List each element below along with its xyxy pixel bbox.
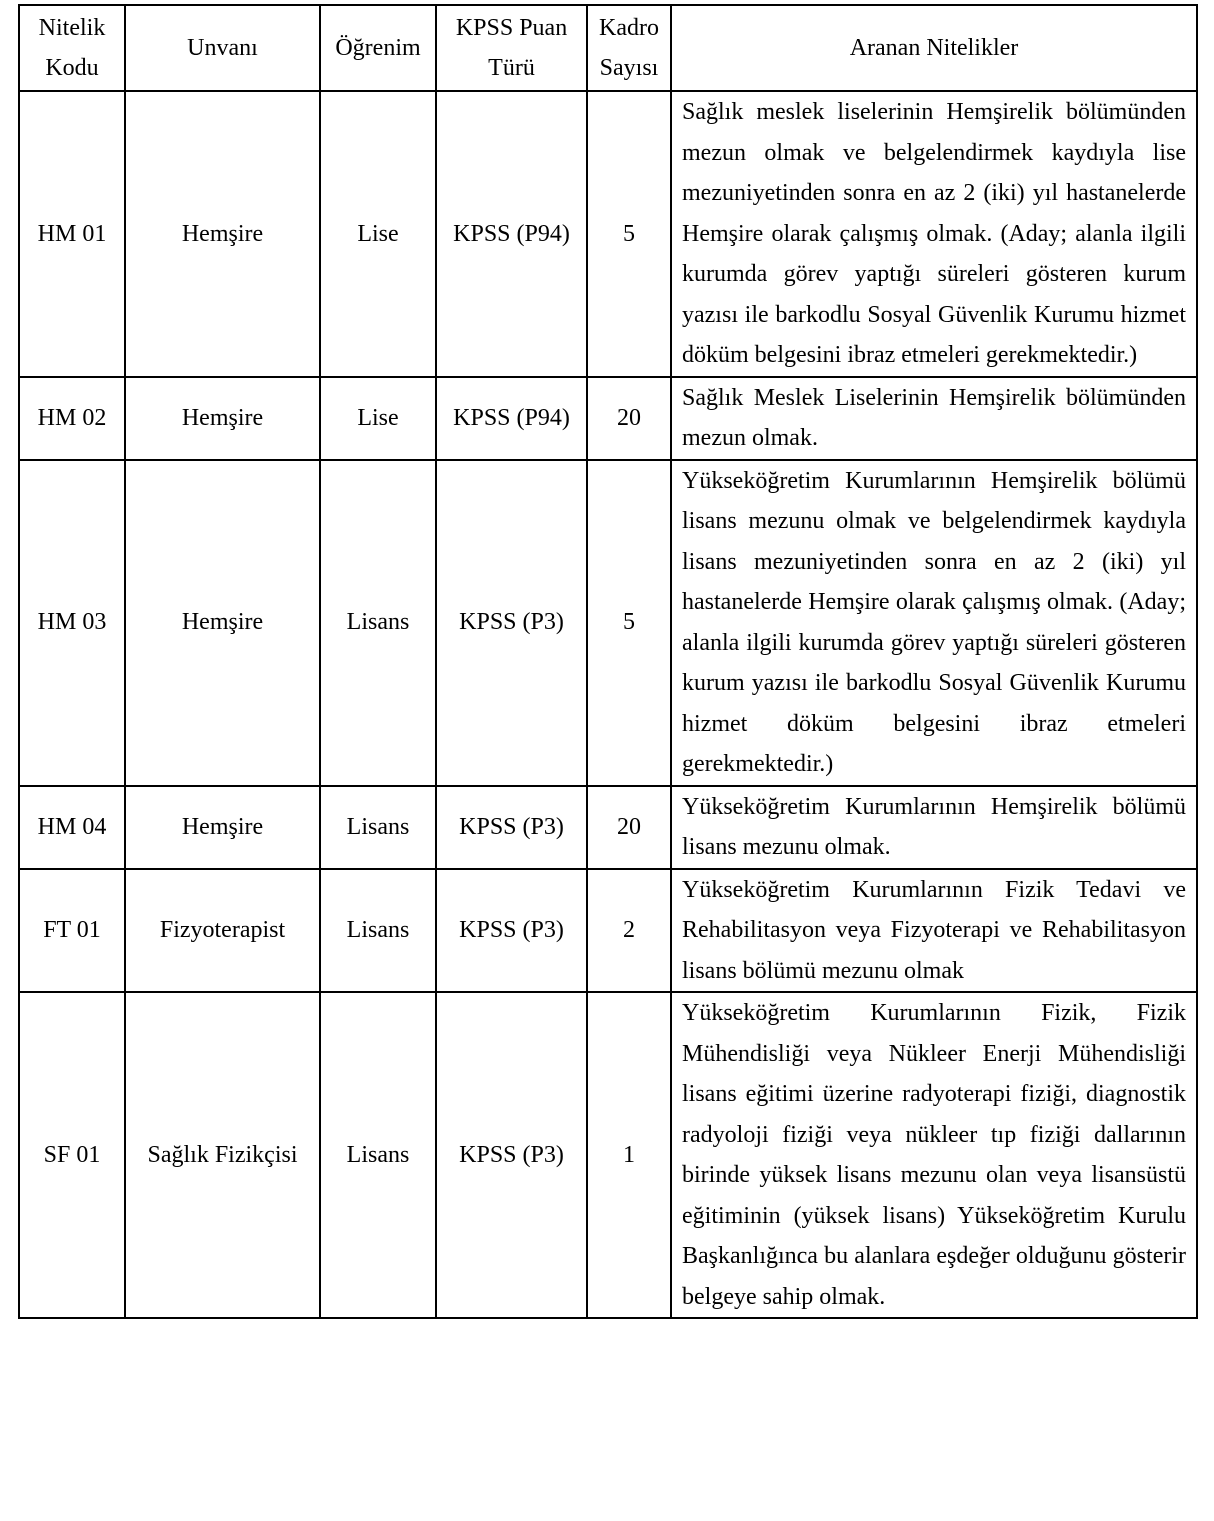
cell-title: Hemşire — [125, 91, 320, 377]
cell-title: Fizyoterapist — [125, 869, 320, 993]
table-row — [19, 869, 1197, 993]
cell-requirements: Yükseköğretim Kurumlarının Hemşirelik bölümü lisans mezunu olmak ve belgelendirmek kaydıyla lisans mezuniyetinden sonra en az 2 (iki) yıl hastanelerde Hemşire olarak çalışmış olmak. (Aday; alanla ilgili kurumda görev yaptığı süreleri gösteren kurum yazısı ile barkodlu Sosyal Güvenlik Kurumu hizmet döküm belgesini ibraz etmeleri gerekmektedir.) — [671, 460, 1197, 786]
cell-quota: 5 — [587, 91, 671, 377]
positions-table — [18, 4, 1198, 1319]
cell-requirements: Sağlık Meslek Liselerinin Hemşirelik bölümünden mezun olmak. — [671, 377, 1197, 460]
table-row — [19, 91, 1197, 377]
cell-requirements: Sağlık meslek liselerinin Hemşirelik bölümünden mezun olmak ve belgelendirmek kaydıyla lise mezuniyetinden sonra en az 2 (iki) yıl hastanelerde Hemşire olarak çalışmış olmak. (Aday; alanla ilgili kurumda görev yaptığı süreleri gösteren kurum yazısı ile barkodlu Sosyal Güvenlik Kurumu hizmet döküm belgesini ibraz etmeleri gerekmektedir.) — [671, 91, 1197, 377]
cell-education: Lise — [320, 377, 436, 460]
header-title: Unvanı — [125, 5, 320, 91]
header-code: Nitelik Kodu — [19, 5, 125, 91]
cell-score-type: KPSS (P94) — [436, 377, 587, 460]
cell-title: Sağlık Fizikçisi — [125, 992, 320, 1318]
header-education: Öğrenim — [320, 5, 436, 91]
header-score-type: KPSS Puan Türü — [436, 5, 587, 91]
cell-code: FT 01 — [19, 869, 125, 993]
cell-score-type: KPSS (P94) — [436, 91, 587, 377]
cell-quota: 1 — [587, 992, 671, 1318]
cell-code: SF 01 — [19, 992, 125, 1318]
table-row — [19, 377, 1197, 460]
cell-education: Lise — [320, 91, 436, 377]
cell-quota: 5 — [587, 460, 671, 786]
cell-title: Hemşire — [125, 460, 320, 786]
cell-quota: 20 — [587, 377, 671, 460]
cell-score-type: KPSS (P3) — [436, 869, 587, 993]
cell-quota: 2 — [587, 869, 671, 993]
cell-education: Lisans — [320, 786, 436, 869]
cell-code: HM 01 — [19, 91, 125, 377]
header-requirements: Aranan Nitelikler — [671, 5, 1197, 91]
table-row — [19, 786, 1197, 869]
cell-code: HM 03 — [19, 460, 125, 786]
cell-code: HM 04 — [19, 786, 125, 869]
cell-education: Lisans — [320, 460, 436, 786]
cell-score-type: KPSS (P3) — [436, 992, 587, 1318]
cell-requirements: Yükseköğretim Kurumlarının Fizik, Fizik Mühendisliği veya Nükleer Enerji Mühendisliği lisans eğitimi üzerine radyoterapi fiziği, diagnostik radyoloji fiziği veya nükleer tıp fiziği dallarının birinde yüksek lisans mezunu olan veya lisansüstü eğitiminin (yüksek lisans) Yükseköğretim Kurulu Başkanlığınca bu alanlara eşdeğer olduğunu gösterir belgeye sahip olmak. — [671, 992, 1197, 1318]
cell-score-type: KPSS (P3) — [436, 786, 587, 869]
cell-score-type: KPSS (P3) — [436, 460, 587, 786]
header-quota: Kadro Sayısı — [587, 5, 671, 91]
cell-title: Hemşire — [125, 377, 320, 460]
header-row — [19, 5, 1197, 91]
cell-title: Hemşire — [125, 786, 320, 869]
table-row — [19, 460, 1197, 786]
cell-requirements: Yükseköğretim Kurumlarının Fizik Tedavi ve Rehabilitasyon veya Fizyoterapi ve Rehabilitasyon lisans bölümü mezunu olmak — [671, 869, 1197, 993]
cell-education: Lisans — [320, 992, 436, 1318]
cell-requirements: Yükseköğretim Kurumlarının Hemşirelik bölümü lisans mezunu olmak. — [671, 786, 1197, 869]
cell-code: HM 02 — [19, 377, 125, 460]
cell-education: Lisans — [320, 869, 436, 993]
table-row — [19, 992, 1197, 1318]
cell-quota: 20 — [587, 786, 671, 869]
